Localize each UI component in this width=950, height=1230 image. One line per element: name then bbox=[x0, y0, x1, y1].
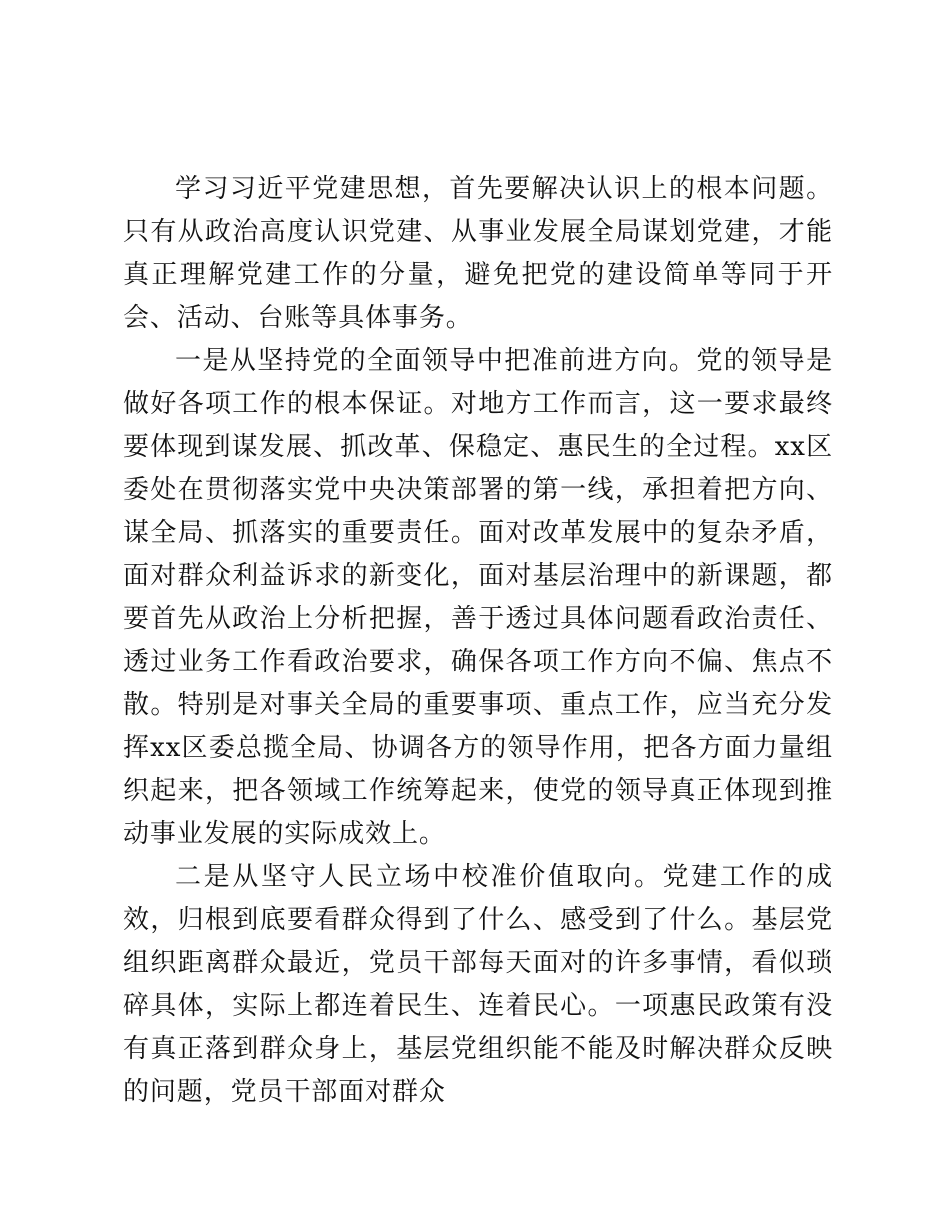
document-body bbox=[123, 168, 833, 1114]
paragraph-point-two: 二是从坚守人民立场中校准价值取向。党建工作的成效，归根到底要看群众得到了什么、感受到了什么。基层党组织距离群众最近，党员干部每天面对的许多事情，看似琐碎具体，实际上都连着民生、连着民心。一项惠民政策有没有真正落到群众身上，基层党组织能不能及时解决群众反映的问题，党员干部面对群众 bbox=[123, 862, 833, 1107]
paragraph-point-one: 一是从坚持党的全面领导中把准前进方向。党的领导是做好各项工作的根本保证。对地方工作而言，这一要求最终要体现到谋发展、抓改革、保稳定、惠民生的全过程。xx区委处在贯彻落实党中央决策部署的第一线，承担着把方向、谋全局、抓落实的重要责任。面对改革发展中的复杂矛盾，面对群众利益诉求的新变化，面对基层治理中的新课题，都要首先从政治上分析把握，善于透过具体问题看政治责任、透过业务工作看政治要求，确保各项工作方向不偏、焦点不散。特别是对事关全局的重要事项、重点工作，应当充分发挥xx区委总揽全局、协调各方的领导作用，把各方面力量组织起来，把各领域工作统筹起来，使党的领导真正体现到推动事业发展的实际成效上。 bbox=[123, 346, 833, 849]
paragraph-intro: 学习习近平党建思想，首先要解决认识上的根本问题。只有从政治高度认识党建、从事业发展全局谋划党建，才能真正理解党建工作的分量，避免把党的建设简单等同于开会、活动、台账等具体事务。 bbox=[123, 174, 833, 333]
